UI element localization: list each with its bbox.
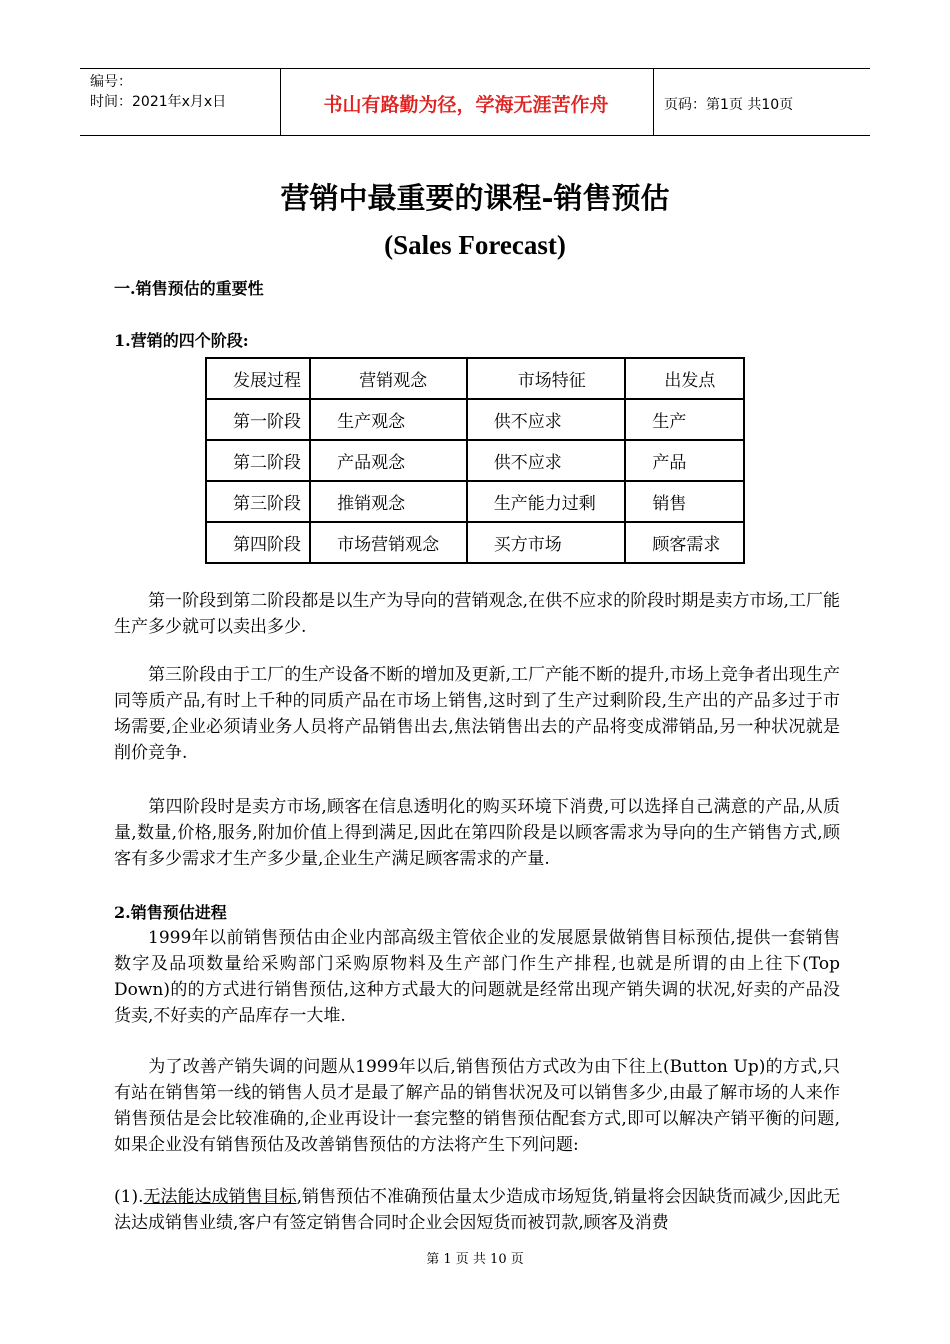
list-item-keyword: 无法能达成销售目标 <box>143 1187 297 1207</box>
table-cell: 销售 <box>625 481 744 522</box>
paragraph-text: 第四阶段时是卖方市场,顾客在信息透明化的购买环境下消费,可以选择自己满意的产品,从质量,数量,价格,服务,附加价值上得到满足,因此在第四阶段是以顾客需求为导向的生产销售方式,顾客有多少需求才生产多少量,企业生产满足顾客需求的产量. <box>114 797 840 869</box>
table-header-cell: 发展过程 <box>206 358 310 399</box>
marketing-stages-table <box>205 357 745 564</box>
subsection-heading-process: 2.销售预估进程 <box>114 903 227 922</box>
header-motto: 书山有路勤为径，学海无涯苦作舟 <box>323 94 609 116</box>
table-row <box>206 399 744 440</box>
table-cell: 市场营销观念 <box>310 522 467 563</box>
table-header-row <box>206 358 744 399</box>
table-cell: 产品 <box>625 440 744 481</box>
document-subtitle: (Sales Forecast) <box>384 230 566 260</box>
list-item-number: (1). <box>114 1187 144 1207</box>
table-cell: 第二阶段 <box>206 440 310 481</box>
section-heading-importance: 一.销售预估的重要性 <box>114 279 264 298</box>
table-cell: 第一阶段 <box>206 399 310 440</box>
paragraph <box>114 662 840 766</box>
table-header-cell: 市场特征 <box>467 358 626 399</box>
header-number: 编号： <box>90 74 132 90</box>
table-cell: 产品观念 <box>310 440 467 481</box>
table-cell: 供不应求 <box>467 399 626 440</box>
table-cell: 生产 <box>625 399 744 440</box>
table-cell: 买方市场 <box>467 522 626 563</box>
document-title: 营销中最重要的课程-销售预估 <box>280 181 670 215</box>
header-bottom-rule <box>80 135 870 136</box>
header-divider-right <box>653 68 654 135</box>
table-cell: 第四阶段 <box>206 522 310 563</box>
table-cell: 顾客需求 <box>625 522 744 563</box>
header-meta <box>90 72 226 112</box>
paragraph <box>114 794 840 872</box>
paragraph <box>114 925 840 1029</box>
table-header-cell: 出发点 <box>625 358 744 399</box>
header-top-rule <box>80 68 870 69</box>
page-footer: 第 1 页 共 10 页 <box>426 1252 524 1267</box>
header-time: 时间：2021年x月x日 <box>90 94 227 110</box>
list-item-text: ,销售预估不准确预估量太少造成市场短货,销量将会因缺货而减少,因此无法达成销售业绩,客户有签定销售合同时企业会因短货而被罚款,顾客及消费 <box>114 1187 841 1233</box>
paragraph <box>114 1054 840 1158</box>
table-row <box>206 522 744 563</box>
table-header-cell: 营销观念 <box>310 358 467 399</box>
header-page-number: 页码：第1页 共10页 <box>664 97 794 113</box>
subsection-heading-stages: 1.营销的四个阶段: <box>114 331 249 350</box>
table-cell: 供不应求 <box>467 440 626 481</box>
table-cell: 第三阶段 <box>206 481 310 522</box>
paragraph-text: 第三阶段由于工厂的生产设备不断的增加及更新,工厂产能不断的提升,市场上竞争者出现生产同等质产品,有时上千种的同质产品在市场上销售,这时到了生产过剩阶段,生产出的产品多过于市场需要,企业必须请业务人员将产品销售出去,焦法销售出去的产品将变成滞销品,另一种状况就是削价竞争. <box>114 665 840 763</box>
list-item <box>114 1184 840 1236</box>
paragraph <box>114 588 840 640</box>
table-cell: 推销观念 <box>310 481 467 522</box>
table-row <box>206 481 744 522</box>
table-cell: 生产能力过剩 <box>467 481 626 522</box>
paragraph-text: 为了改善产销失调的问题从1999年以后,销售预估方式改为由下往上(Button Up)的方式,只有站在销售第一线的销售人员才是最了解产品的销售状况及可以销售多少,由最了解市场的人来作销售预估是会比较准确的,企业再设计一套完整的销售预估配套方式,即可以解决产销平衡的问题,如果企业没有销售预估及改善销售预估的方法将产生下列问题: <box>114 1057 840 1155</box>
paragraph-text: 1999年以前销售预估由企业内部高级主管依企业的发展愿景做销售目标预估,提供一套销售数字及品项数量给采购部门采购原物料及生产部门作生产排程,也就是所谓的由上往下(Top Down)的的方式进行销售预估,这种方式最大的问题就是经常出现产销失调的状况,好卖的产品没货卖,不好卖的产品库存一大堆. <box>114 928 840 1026</box>
table-row <box>206 440 744 481</box>
paragraph-text: 第一阶段到第二阶段都是以生产为导向的营销观念,在供不应求的阶段时期是卖方市场,工厂能生产多少就可以卖出多少. <box>114 591 840 637</box>
table-cell: 生产观念 <box>310 399 467 440</box>
